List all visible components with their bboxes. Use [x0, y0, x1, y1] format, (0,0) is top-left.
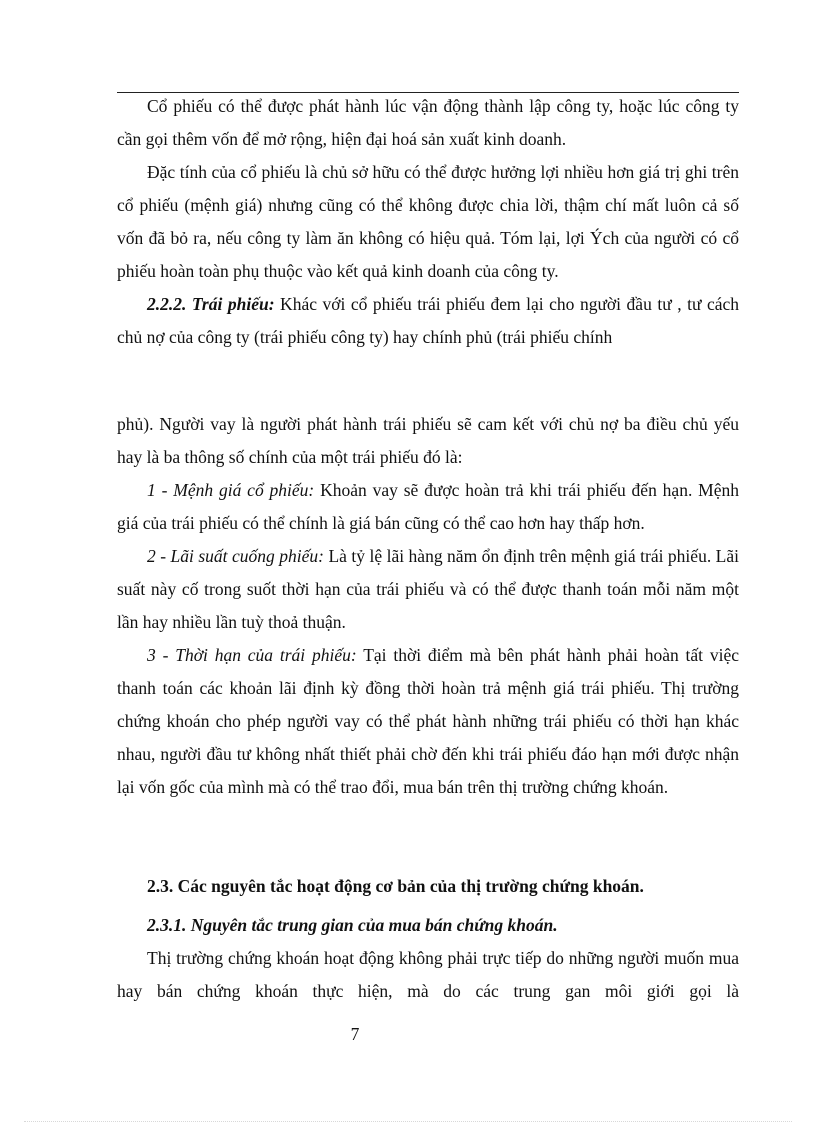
list-item-coupon-rate: [117, 540, 739, 639]
text-block-2: [117, 408, 739, 804]
item-face-value-label: 1 - Mệnh giá cổ phiếu:: [147, 480, 315, 500]
paragraph-bonds-text: Khác với cổ phiếu trái phiếu đem lại cho người đầu tư , tư cách chủ nợ của công ty (trái phiếu công ty) hay chính phủ (trái phiếu chính: [117, 294, 740, 347]
paragraph-intermediary: Thị trường chứng khoán hoạt động không phải trực tiếp do những người muốn mua hay bán chứng khoán thực hiện, mà do các trung gan môi giới gọi là: [117, 948, 739, 1001]
item-face-value-text: Khoản vay sẽ được hoàn trả khi trái phiếu đến hạn. Mệnh giá của trái phiếu có thể chính là giá bán cũng có thể cao hơn hay thấp hơn.: [117, 480, 739, 533]
item-maturity-text: Tại thời điểm mà bên phát hành phải hoàn tất việc thanh toán các khoản lãi định kỳ đồng thời hoàn trả mệnh giá trái phiếu. Thị trường chứng khoán cho phép người vay có thể phát hành những trái phiếu có thời hạn khác nhau, người đầu tư không nhất thiết phải chờ đến khi trái phiếu đáo hạn mới được nhận lại vốn gốc của mình mà có thể trao đổi, mua bán trên thị trường chứng khoán.: [117, 645, 739, 797]
heading-2-3-1: 2.3.1. Nguyên tắc trung gian của mua bán chứng khoán.: [147, 915, 558, 935]
paragraph-characteristics: Đặc tính của cổ phiếu là chủ sở hữu có thể được hưởng lợi nhiều hơn giá trị ghi trên cổ phiếu (mệnh giá) nhưng cũng có thể không được chia lời, thậm chí mất luôn cả số vốn đã bỏ ra, nếu công ty làm ăn không có hiệu quả. Tóm lại, lợi Ých của người có cổ phiếu hoàn toàn phụ thuộc vào kết quả kinh doanh của công ty.: [117, 162, 739, 281]
item-coupon-rate-text: Là tỷ lệ lãi hàng năm ổn định trên mệnh giá trái phiếu. Lãi suất này cố trong suốt thời hạn của trái phiếu và có thể được thanh toán mỗi năm một lần hay nhiều lần tuỳ thoả thuận.: [117, 546, 739, 632]
text-block-1: [117, 90, 739, 354]
list-item-maturity: [117, 639, 739, 804]
page-number: 7: [350, 1024, 360, 1044]
heading-2-3: 2.3. Các nguyên tắc hoạt động cơ bản của thị trường chứng khoán.: [147, 876, 644, 896]
paragraph-bond-terms: phủ). Người vay là người phát hành trái phiếu sẽ cam kết với chủ nợ ba điều chủ yếu hay là ba thông số chính của một trái phiếu đó là:: [117, 414, 739, 467]
text-block-3: [117, 870, 739, 1008]
list-item-face-value: [117, 474, 739, 540]
paragraph-bonds: [117, 288, 739, 354]
heading-2-2-2: 2.2.2. Trái phiếu:: [147, 294, 275, 314]
page-bottom-border: [24, 1121, 792, 1122]
item-coupon-rate-label: 2 - Lãi suất cuống phiếu:: [147, 546, 324, 566]
paragraph-issuance: Cổ phiếu có thể được phát hành lúc vận động thành lập công ty, hoặc lúc công ty cần gọi thêm vốn để mở rộng, hiện đại hoá sản xuất kinh doanh.: [117, 96, 739, 149]
item-maturity-label: 3 - Thời hạn của trái phiếu:: [147, 645, 357, 665]
